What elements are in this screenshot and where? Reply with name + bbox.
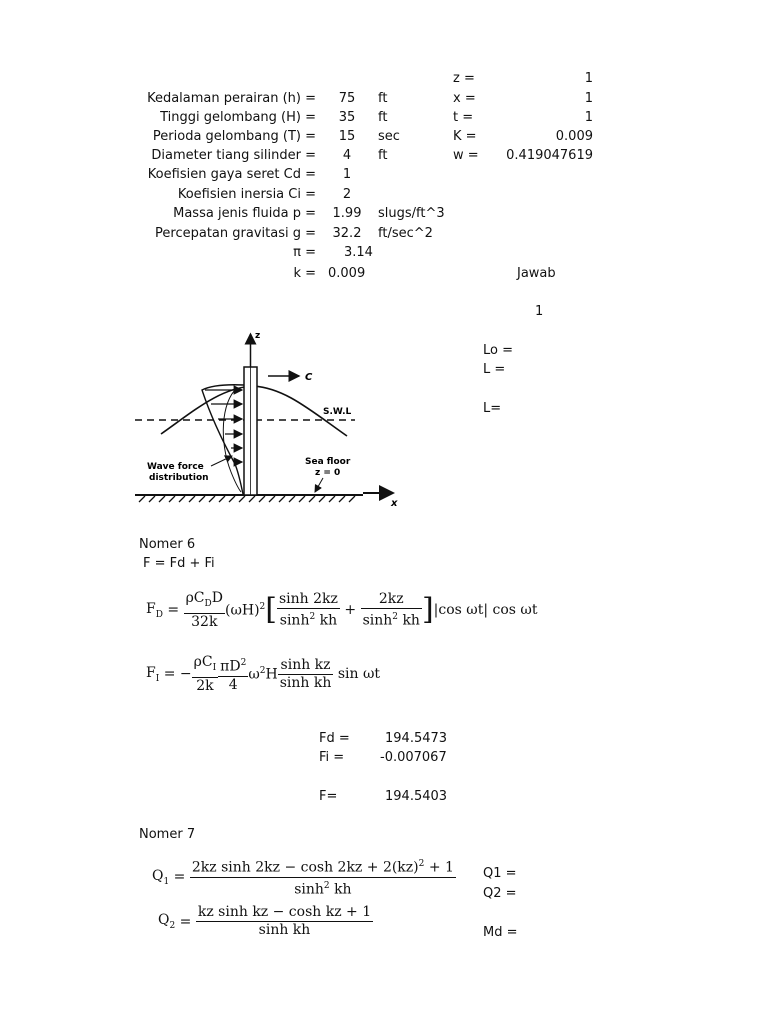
fd-tail: |cos ωt| cos ωt: [433, 602, 538, 619]
q1-formula: $Q_1$ = $\frac{2kz \sinh 2kz - \cosh 2kz + 2(kz)^2 + 1}{\sinh^2 kh}$: [152, 856, 456, 898]
fd-frac-3: $\frac{2kz}{\sinh^2 kh}$: [362, 591, 420, 629]
x-axis-label: x: [391, 498, 398, 509]
var-value-K: 0.009: [555, 129, 593, 144]
z-axis-label: z: [255, 331, 261, 341]
var-value-z: 1: [584, 71, 593, 86]
fd-frac-1: $\frac{\rho C_DD}{32k}$: [185, 590, 223, 630]
fi-frac-2: $\frac{\pi D^2}{4}$: [218, 655, 248, 694]
fi-omega: $\omega^2H$: [248, 666, 278, 683]
q2-formula: $Q_2$ = $\frac{\text{kz sinh kz − cosh kz + 1}}{\text{sinh kh}}$: [158, 904, 372, 938]
param-unit-diameter: ft: [378, 148, 388, 163]
nomer7-title: Nomer 7: [139, 827, 196, 842]
var-label-w: w =: [453, 148, 479, 163]
var-value-t: 1: [584, 110, 593, 125]
fi-result-label: Fi =: [319, 750, 345, 765]
var-label-t: t =: [453, 110, 474, 125]
k-label: k =: [293, 266, 316, 281]
f-result-label: F=: [319, 789, 338, 804]
fi-lhs: $F_I$: [146, 665, 160, 684]
nomer6-equation: F = Fd + Fi: [143, 556, 215, 571]
celerity-label: C: [305, 372, 313, 383]
q2-lhs: $Q_2$: [158, 912, 176, 931]
fd-omega-h: $(\omega H)^2$: [224, 602, 266, 619]
param-value-diameter: 4: [342, 148, 352, 163]
q1-label: Q1 =: [483, 866, 517, 881]
param-unit-density: slugs/ft^3: [378, 206, 445, 221]
param-label-gravity: Percepatan gravitasi g =: [155, 226, 316, 241]
md-label: Md =: [483, 925, 518, 940]
param-label-depth: Kedalaman perairan (h) =: [147, 91, 316, 106]
inertia-force-formula: $F_I$ = − $\frac{\rho C_I}{2k}$ $\frac{\pi D^2}{4}$ $\omega^2H$ $\frac{\text{sinh kz}}{\text{sinh kh}}$ sin ωt: [146, 654, 380, 694]
var-label-z: z =: [453, 71, 475, 86]
q2-frac: $\frac{\text{kz sinh kz − cosh kz + 1}}{\text{sinh kh}}$: [197, 904, 372, 938]
param-label-drag-coef: Koefisien gaya seret Cd =: [147, 167, 316, 182]
swl-label: S.W.L: [323, 407, 352, 417]
fi-tail: sin ωt: [337, 666, 380, 683]
sea-floor-label-line2: z = 0: [315, 468, 341, 478]
f-result-value: 194.5403: [385, 789, 448, 804]
var-value-x: 1: [584, 91, 593, 106]
pi-value: 3.14: [344, 245, 373, 260]
drag-force-formula: $F_D$ = $\frac{\rho C_DD}{32k}$ $(\omega H)^2$ [ $\frac{\sinh 2kz}{\sinh^2 kh}$ + $\frac{2kz}{\sinh^2 kh}$ ] |cos ωt| cos ωt: [146, 590, 538, 630]
q1-frac: $\frac{2kz \sinh 2kz - \cosh 2kz + 2(kz)^2 + 1}{\sinh^2 kh}$: [190, 856, 456, 898]
lo-label: Lo =: [483, 343, 513, 358]
q1-lhs: $Q_1$: [152, 867, 170, 887]
param-value-gravity: 32.2: [332, 226, 362, 241]
wave-force-label-line2: distribution: [149, 473, 209, 483]
fd-result-label: Fd =: [319, 731, 350, 746]
nomer6-title: Nomer 6: [139, 537, 196, 552]
sea-floor-label-line1: Sea floor: [305, 457, 351, 467]
q2-label: Q2 =: [483, 886, 517, 901]
param-value-depth: 75: [338, 91, 356, 106]
param-value-wave-height: 35: [338, 110, 356, 125]
param-unit-wave-height: ft: [378, 110, 388, 125]
l-result-label: L=: [483, 401, 502, 416]
jawab-number: 1: [535, 304, 544, 319]
param-label-period: Perioda gelombang (T) =: [152, 129, 316, 144]
jawab-label: Jawab: [517, 266, 556, 281]
param-label-diameter: Diameter tiang silinder =: [151, 148, 316, 163]
sea-floor-hatch: [135, 495, 363, 502]
param-label-inertia-coef: Koefisien inersia Ci =: [177, 187, 316, 202]
param-value-inertia-coef: 2: [342, 187, 352, 202]
fi-frac-1: $\frac{\rho C_I}{2k}$: [193, 654, 217, 694]
param-unit-gravity: ft/sec^2: [378, 226, 433, 241]
var-value-w: 0.419047619: [506, 148, 593, 163]
pi-label: π =: [293, 245, 316, 260]
param-value-period: 15: [338, 129, 356, 144]
wave-force-diagram: [125, 322, 415, 520]
var-label-K: K =: [453, 129, 477, 144]
param-unit-period: sec: [378, 129, 400, 144]
fd-result-value: 194.5473: [385, 731, 448, 746]
var-label-x: x =: [453, 91, 476, 106]
wave-force-label-line1: Wave force: [147, 462, 204, 472]
fi-result-value: -0.007067: [380, 750, 447, 765]
param-value-drag-coef: 1: [342, 167, 352, 182]
param-label-density: Massa jenis fluida p =: [173, 206, 316, 221]
fd-frac-2: $\frac{\sinh 2kz}{\sinh^2 kh}$: [279, 591, 338, 629]
k-value: 0.009: [328, 266, 366, 281]
l-label: L =: [483, 362, 506, 377]
fd-lhs: $F_D$: [146, 601, 163, 620]
param-value-density: 1.99: [332, 206, 362, 221]
param-label-wave-height: Tinggi gelombang (H) =: [160, 110, 316, 125]
fi-frac-3: $\frac{\text{sinh kz}}{\text{sinh kh}}$: [279, 656, 332, 691]
param-unit-depth: ft: [378, 91, 388, 106]
